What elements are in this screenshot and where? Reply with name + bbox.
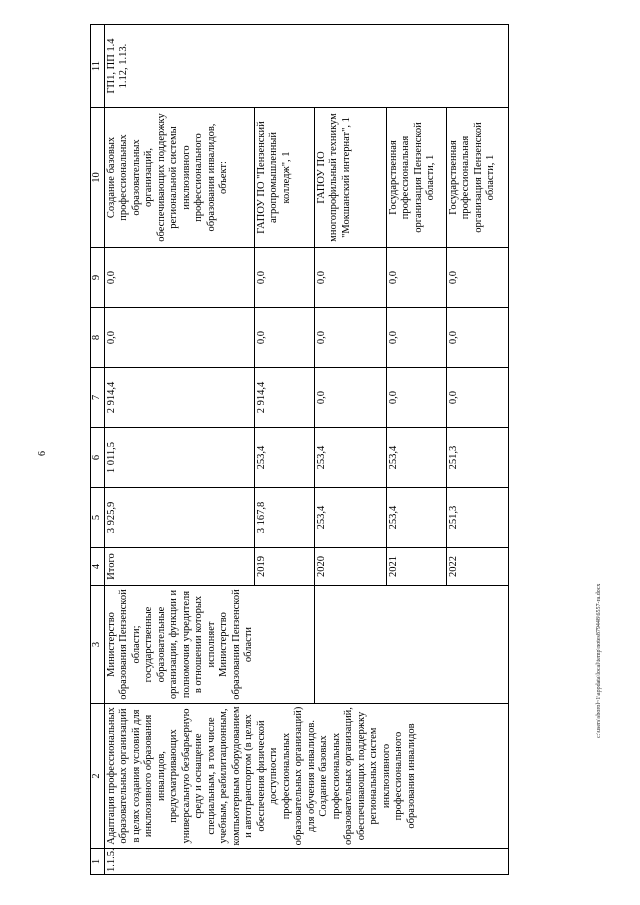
executor-empty-cell [314, 586, 508, 704]
result-cell: Государственная профессиональная организация Пензенской области, 1 [446, 108, 508, 248]
total-cell: 3 925,9 [104, 488, 254, 548]
measure-description: Адаптация профессиональных образовательных организаций в целях создания условий для инклюзивного образования инвалидов, предусматривающих универсальную безбарьерную среду и оснащение специальным, в том числе учебным, реабилитационным, компьютерным оборудованием и автотранспортом (в целях обеспечения физической доступности профессиональных образовательных организаций) для обучения инвалидов. Создание базовых профессиональных образовательных организаций, обеспечивающих поддержку региональных систем инклюзивного профессионального образования инвалидов [104, 704, 508, 849]
table-row [104, 25, 254, 875]
funding-cell: 0,0 [446, 368, 508, 428]
indicators-cell: ГП1, ПП 1.4 1.12, 1.13. [104, 25, 508, 108]
year-cell: 2022 [446, 548, 508, 586]
col-header-11: 11 [91, 25, 105, 108]
total-cell: 253,4 [386, 488, 446, 548]
total-cell: 3 167,8 [254, 488, 314, 548]
col-header-9: 9 [91, 248, 105, 308]
col-header-3: 3 [91, 586, 105, 704]
funding-cell: 253,4 [314, 428, 386, 488]
year-cell: Итого [104, 548, 254, 586]
funding-cell: 251,3 [446, 428, 508, 488]
col-header-4: 4 [91, 548, 105, 586]
funding-cell: 0,0 [314, 248, 386, 308]
funding-cell: 0,0 [446, 308, 508, 368]
year-cell: 2021 [386, 548, 446, 586]
funding-cell: 0,0 [314, 308, 386, 368]
col-header-2: 2 [91, 704, 105, 849]
col-header-7: 7 [91, 368, 105, 428]
funding-cell: 0,0 [254, 308, 314, 368]
result-cell: Государственная профессиональная организация Пензенской области, 1 [386, 108, 446, 248]
year-cell: 2019 [254, 548, 314, 586]
result-cell: ГАПОУ ПО многопрофильный техникум "Мокшанский интернат", 1 [314, 108, 386, 248]
page-number: 6 [37, 451, 48, 456]
footer-file-path: c:\users\sborol~1\appdata\local\temp\notes879448\6557-ra.docx [596, 583, 602, 738]
funding-cell: 0,0 [254, 248, 314, 308]
funding-cell: 0,0 [104, 308, 254, 368]
rotated-table-sheet [90, 25, 580, 875]
total-cell: 253,4 [314, 488, 386, 548]
funding-cell: 1 011,5 [104, 428, 254, 488]
funding-cell: 253,4 [254, 428, 314, 488]
measure-code: 1.1.5. [104, 849, 508, 875]
col-header-10: 10 [91, 108, 105, 248]
funding-cell: 0,0 [314, 368, 386, 428]
col-header-5: 5 [91, 488, 105, 548]
result-cell: Создание базовых профессиональных образовательных организаций, обеспечивающих поддержку региональной системы инклюзивного профессионального образования инвалидов, объект: [104, 108, 254, 248]
funding-cell: 0,0 [386, 308, 446, 368]
year-cell: 2020 [314, 548, 386, 586]
measure-executor: Министерство образования Пензенской области; государственные образовательные организации, функции и полномочия учредителя в отношении которых исполняет Министерство образования Пензенской области [104, 586, 314, 704]
col-header-8: 8 [91, 308, 105, 368]
col-header-6: 6 [91, 428, 105, 488]
funding-cell: 0,0 [446, 248, 508, 308]
funding-cell: 0,0 [386, 368, 446, 428]
funding-cell: 253,4 [386, 428, 446, 488]
header-row [91, 25, 105, 875]
result-cell: ГАПОУ ПО "Пензенский агропромышленный колледж", 1 [254, 108, 314, 248]
funding-cell: 0,0 [104, 248, 254, 308]
measures-table [90, 24, 509, 875]
col-header-1: 1 [91, 849, 105, 875]
funding-cell: 0,0 [386, 248, 446, 308]
funding-cell: 2 914,4 [104, 368, 254, 428]
funding-cell: 2 914,4 [254, 368, 314, 428]
total-cell: 251,3 [446, 488, 508, 548]
